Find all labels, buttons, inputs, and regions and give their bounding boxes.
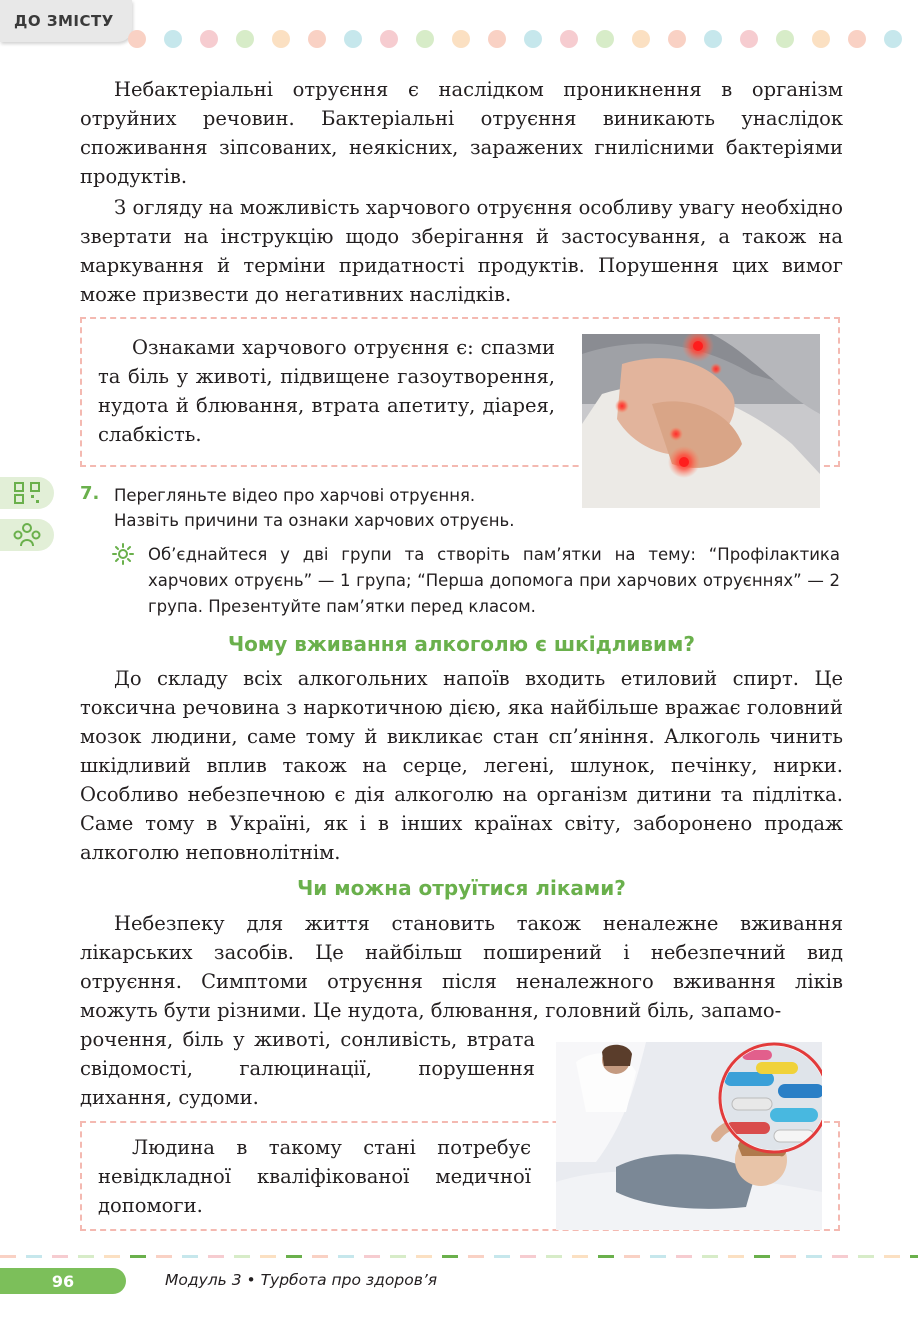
decorative-dot <box>236 30 254 48</box>
footer-dash <box>442 1255 458 1258</box>
decorative-dot <box>416 30 434 48</box>
decorative-dot <box>704 30 722 48</box>
footer-dash <box>208 1255 224 1258</box>
footer-dash <box>104 1255 120 1258</box>
decorative-dots <box>128 30 902 48</box>
footer-dash <box>52 1255 68 1258</box>
footer-dash <box>676 1255 692 1258</box>
decorative-dot <box>164 30 182 48</box>
decorative-dot <box>560 30 578 48</box>
decorative-dot <box>488 30 506 48</box>
footer-dash <box>286 1255 302 1258</box>
footer-dash <box>234 1255 250 1258</box>
footer-dash <box>260 1255 276 1258</box>
page-number: 96 <box>0 1268 126 1294</box>
footer-dash <box>546 1255 562 1258</box>
footer-dash <box>858 1255 874 1258</box>
decorative-dot <box>380 30 398 48</box>
footer-dash <box>312 1255 328 1258</box>
decorative-dot <box>884 30 902 48</box>
paragraph-medicine-continued: рочення, біль у животі, сонливість, втрата свідомості, галюцинації, порушення дихання, судоми. <box>80 1028 535 1109</box>
footer-dash <box>364 1255 380 1258</box>
footer-dash <box>884 1255 900 1258</box>
heading-medicine: Чи можна отруїтися ліками? <box>297 876 626 900</box>
paragraph-food-labeling: З огляду на можливість харчового отруєння особливу увагу необхідно звертати на інструкцію щодо зберігання й застосування, а також на маркування й терміни придатності продуктів. Порушення цих вимог може призвести до негативних наслідків. <box>80 196 843 306</box>
decorative-dot <box>812 30 830 48</box>
decorative-dot <box>344 30 362 48</box>
footer-dash <box>728 1255 744 1258</box>
stomach-pain-photo <box>582 334 820 508</box>
decorative-dot <box>524 30 542 48</box>
footer-dash <box>468 1255 484 1258</box>
paragraph-poisoning-types: Небактеріальні отруєння є наслідком проникнення в організм отруйних речовин. Бактеріальні отруєння виникають унаслідок споживання зіпсованих, неякісних, заражених гнилісними бактеріями продуктів. <box>80 78 843 188</box>
decorative-dot <box>632 30 650 48</box>
task-number: 7. <box>80 483 100 504</box>
footer-dash <box>650 1255 666 1258</box>
footer-dash <box>572 1255 588 1258</box>
decorative-dot <box>848 30 866 48</box>
footer-dash <box>494 1255 510 1258</box>
footer-dash <box>0 1255 16 1258</box>
footer-dash <box>78 1255 94 1258</box>
footer-dash <box>26 1255 42 1258</box>
decorative-dot <box>668 30 686 48</box>
footer-dash <box>156 1255 172 1258</box>
group-work-icon <box>0 519 54 551</box>
footer-dash <box>416 1255 432 1258</box>
sick-child-photo <box>556 1042 822 1230</box>
footer-dash <box>390 1255 406 1258</box>
footer-dash <box>910 1255 918 1258</box>
decorative-dot <box>200 30 218 48</box>
footer-dash <box>520 1255 536 1258</box>
paragraph-medicine: Небезпеку для життя становить також неналежне вживання лікарських засобів. Це найбільш поширений і небезпечний вид отруєння. Симптоми отруєння після неналежного вживання ліків можуть бути різними. Це нудота, блювання, головний біль, запамо- <box>80 912 843 1022</box>
footer-dash <box>598 1255 614 1258</box>
footer-module-title: Модуль 3 • Турбота про здоров’я <box>165 1271 438 1289</box>
toc-button[interactable]: ДО ЗМІСТУ <box>0 0 132 42</box>
heading-alcohol: Чому вживання алкоголю є шкідливим? <box>227 632 696 656</box>
footer-dash <box>702 1255 718 1258</box>
footer-divider <box>0 1255 918 1258</box>
footer-dash <box>624 1255 640 1258</box>
footer-dash <box>130 1255 146 1258</box>
footer-dash <box>832 1255 848 1258</box>
footer-dash <box>780 1255 796 1258</box>
paragraph-alcohol: До складу всіх алкогольних напоїв входить етиловий спирт. Це токсична речовина з наркотичною дією, яка найбільше вражає головний мозок людини, саме тому й викликає стан сп’яніння. Алкоголь чинить шкідливий вплив також на серце, легені, шлунок, печінку, нирки. Особливо небезпечною є дія алкоголю на організм дитини та підлітка. Саме тому в Україні, як і в інших країнах світу, заборонено продаж алкоголю неповнолітнім. <box>80 667 843 864</box>
decorative-dot <box>308 30 326 48</box>
task-7-text <box>114 483 584 533</box>
decorative-dot <box>452 30 470 48</box>
decorative-dot <box>272 30 290 48</box>
task-7-line-2: Назвіть причини та ознаки харчових отруєнь. <box>114 511 515 530</box>
medical-help-text: Людина в такому стані потребує невідкладної кваліфікованої медичної допомоги. <box>98 1136 531 1217</box>
sun-icon <box>112 543 134 565</box>
decorative-dot <box>776 30 794 48</box>
footer-dash <box>806 1255 822 1258</box>
footer-dash <box>754 1255 770 1258</box>
qr-code-icon[interactable] <box>0 477 54 509</box>
task-7-line-1: Перегляньте відео про харчові отруєння. <box>114 486 476 505</box>
decorative-dot <box>128 30 146 48</box>
footer-dash <box>182 1255 198 1258</box>
group-task-text: Об’єднайтеся у дві групи та створіть пам’ятки на тему: “Профілактика харчових отруєнь” — 1 група; “Перша допомога при харчових отруєннях” — 2 група. Презентуйте пам’ятки перед класом. <box>148 545 840 616</box>
decorative-dot <box>596 30 614 48</box>
decorative-dot <box>740 30 758 48</box>
footer-dash <box>338 1255 354 1258</box>
symptoms-text: Ознаками харчового отруєння є: спазми та біль у животі, підвищене газоутворення, нудота й блювання, втрата апетиту, діарея, слабкість. <box>98 336 555 446</box>
